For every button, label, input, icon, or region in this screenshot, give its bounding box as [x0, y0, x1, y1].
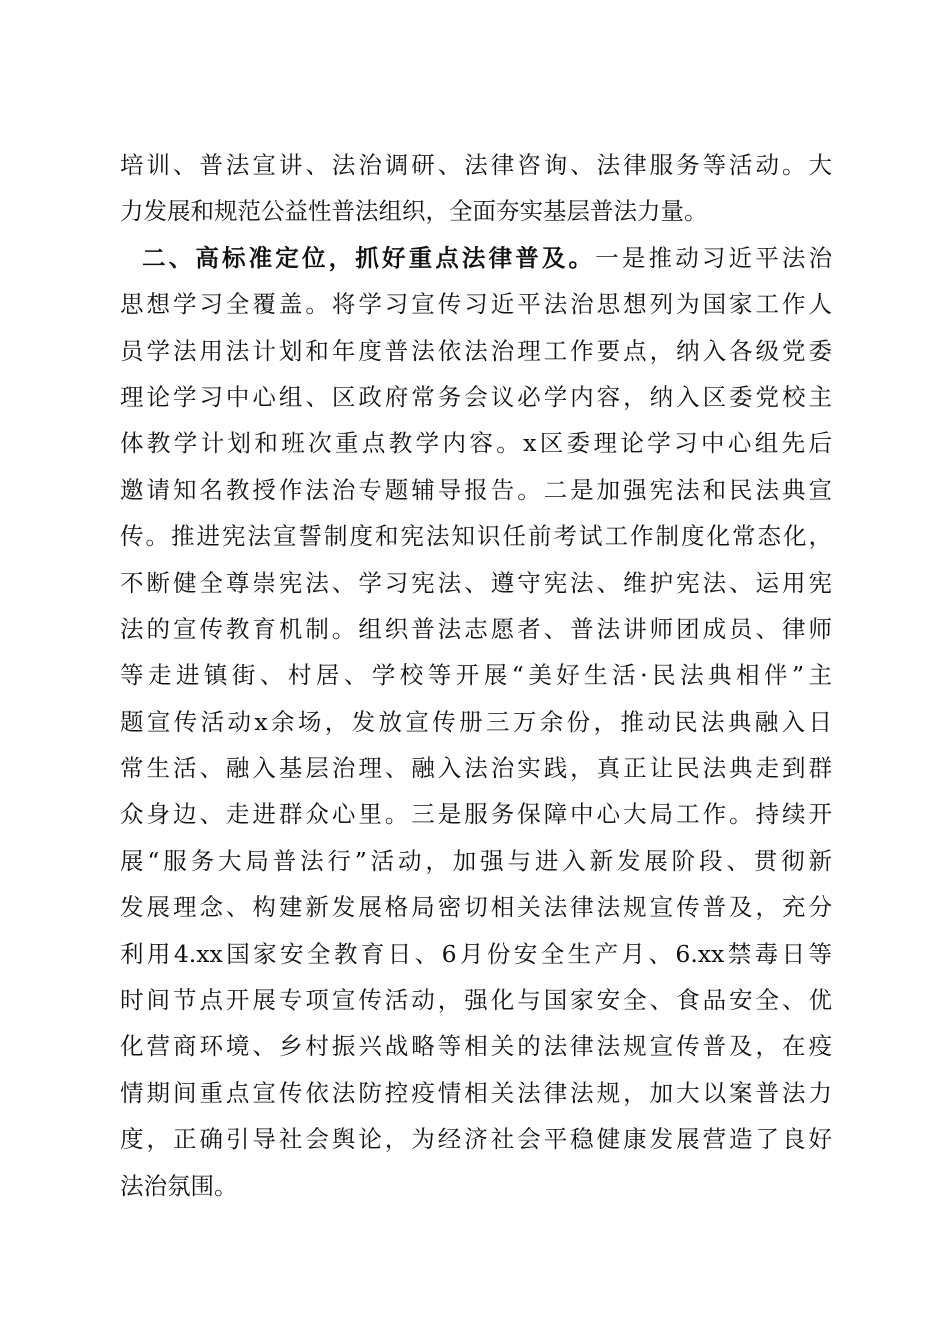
- paragraph2-line: 思想学习全覆盖。将学习宣传习近平法治思想列为国家工作人: [120, 290, 832, 319]
- paragraph2-line: 利用4.xx国家安全教育日、6月份安全生产月、6.xx禁毒日等: [120, 939, 832, 968]
- paragraph2-line: 等走进镇街、村居、学校等开展“美好生活·民法典相伴”主: [120, 661, 832, 690]
- paragraph2-line: 化营商环境、乡村振兴战略等相关的法律法规宣传普及，在疫: [120, 1032, 832, 1061]
- paragraph2-line: 常生活、融入基层治理、融入法治实践，真正让民法典走到群: [120, 754, 832, 783]
- paragraph2-line: 邀请知名教授作法治专题辅导报告。二是加强宪法和民法典宣: [120, 475, 832, 504]
- document-body: [120, 142, 832, 1209]
- paragraph2-line: 展“服务大局普法行”活动，加强与进入新发展阶段、贯彻新: [120, 846, 832, 875]
- paragraph2-line: 情期间重点宣传依法防控疫情相关法律法规，加大以案普法力: [120, 1078, 832, 1107]
- paragraph2-line: 题宣传活动x余场，发放宣传册三万余份，推动民法典融入日: [120, 707, 832, 736]
- paragraph1-line-1: 培训、普法宣讲、法治调研、法律咨询、法律服务等活动。大: [120, 151, 832, 179]
- paragraph2-line: 传。推进宪法宣誓制度和宪法知识任前考试工作制度化常态化，: [120, 522, 832, 551]
- paragraph2-first-line: [120, 235, 832, 281]
- paragraph2-line: 度，正确引导社会舆论，为经济社会平稳健康发展营造了良好: [120, 1125, 832, 1154]
- paragraph2-line: 体教学计划和班次重点教学内容。x区委理论学习中心组先后: [120, 429, 832, 458]
- paragraph2-line: 时间节点开展专项宣传活动，强化与国家安全、食品安全、优: [120, 986, 832, 1015]
- paragraph2-line: 众身边、走进群众心里。三是服务保障中心大局工作。持续开: [120, 800, 832, 829]
- paragraph2-line: 不断健全尊崇宪法、学习宪法、遵守宪法、维护宪法、运用宪: [120, 568, 832, 597]
- paragraph2-line: 发展理念、构建新发展格局密切相关法律法规宣传普及，充分: [120, 893, 832, 922]
- paragraph2-line: 法的宣传教育机制。组织普法志愿者、普法讲师团成员、律师: [120, 614, 832, 643]
- section-heading: 二、高标准定位，抓好重点法律普及。: [142, 243, 596, 272]
- paragraph1-line-2: 力发展和规范公益性普法组织，全面夯实基层普法力量。: [120, 197, 708, 226]
- paragraph2-line: 员学法用法计划和年度普法依法治理工作要点，纳入各级党委: [120, 336, 832, 365]
- paragraph2-line: 理论学习中心组、区政府常务会议必学内容，纳入区委党校主: [120, 382, 832, 411]
- paragraph2-first-line-rest: 一是推动习近平法治: [595, 243, 832, 272]
- paragraph2-last-line: 法治氛围。: [120, 1171, 238, 1200]
